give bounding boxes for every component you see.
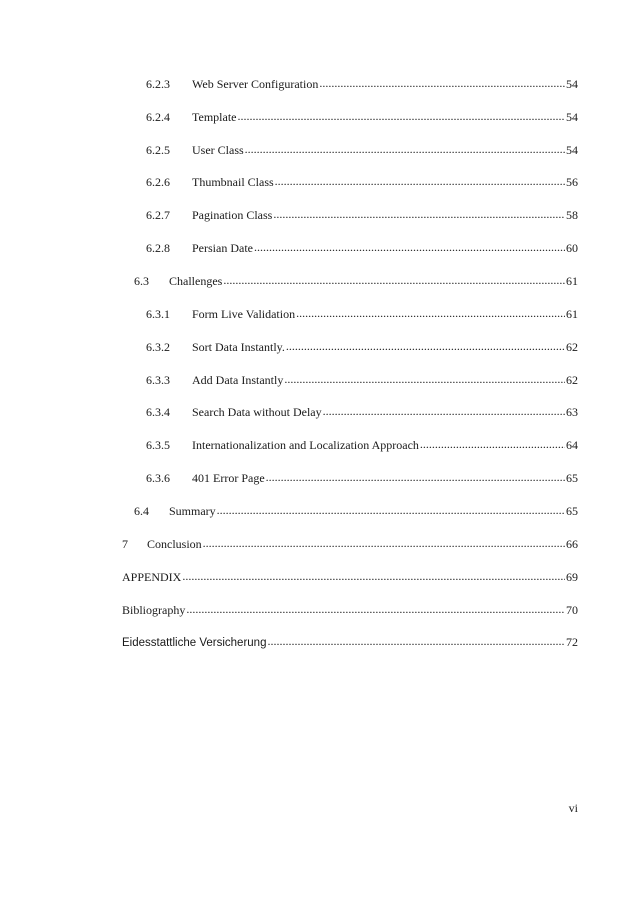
toc-entry-page: 58 xyxy=(566,208,578,222)
toc-entry-page: 69 xyxy=(566,570,578,584)
toc-dot-leader xyxy=(254,239,565,255)
toc-dot-leader xyxy=(420,436,565,452)
toc-entry[interactable] xyxy=(122,536,578,552)
toc-entry-title: Thumbnail Class xyxy=(192,175,274,189)
toc-entry-title: Search Data without Delay xyxy=(192,405,322,419)
toc-entry-number: 6.3.3 xyxy=(146,373,170,387)
toc-entry-title: Challenges xyxy=(169,274,223,288)
toc-entry-number: 6.2.5 xyxy=(146,143,170,157)
toc-entry-title: APPENDIX xyxy=(122,570,182,584)
toc-dot-leader xyxy=(319,75,565,91)
toc-entry-page: 66 xyxy=(566,537,578,551)
toc-dot-leader xyxy=(273,206,565,222)
toc-entry-page: 65 xyxy=(566,471,578,485)
toc-entry-title: Form Live Validation xyxy=(192,307,296,321)
toc-entry[interactable] xyxy=(146,404,578,420)
toc-entry[interactable] xyxy=(146,142,578,158)
toc-dot-leader xyxy=(203,535,565,551)
toc-entry-title: 401 Error Page xyxy=(192,471,265,485)
toc-entry-title: Bibliography xyxy=(122,603,186,617)
toc-entry[interactable] xyxy=(146,306,578,322)
toc-entry-page: 54 xyxy=(566,77,578,91)
toc-entry-number: 6.3.2 xyxy=(146,340,170,354)
toc-dot-leader xyxy=(323,403,565,419)
toc-entry-title: Internationalization and Localization Approach xyxy=(192,438,419,452)
page-number: vi xyxy=(568,801,578,815)
toc-entry[interactable] xyxy=(146,437,578,453)
toc-entry-title: Web Server Configuration xyxy=(192,77,319,91)
toc-entry-page: 62 xyxy=(566,373,578,387)
toc-entry[interactable] xyxy=(122,602,578,618)
toc-dot-leader xyxy=(182,568,565,584)
toc-dot-leader xyxy=(223,272,565,288)
toc-entry-title: Summary xyxy=(169,504,216,518)
toc-dot-leader xyxy=(237,108,565,124)
toc-entry[interactable] xyxy=(146,372,578,388)
toc-entry-number: 6.2.6 xyxy=(146,175,170,189)
toc-entry-title: Template xyxy=(192,110,237,124)
toc-entry-page: 63 xyxy=(566,405,578,419)
toc-entry[interactable] xyxy=(146,76,578,92)
toc-entry-page: 61 xyxy=(566,307,578,321)
toc-dot-leader xyxy=(217,502,565,518)
toc-entry[interactable] xyxy=(146,470,578,486)
toc-entry-page: 54 xyxy=(566,143,578,157)
toc-dot-leader xyxy=(266,469,565,485)
toc-entry-number: 6.3.6 xyxy=(146,471,170,485)
toc-entry-number: 7 xyxy=(122,537,128,551)
toc-entry-number: 6.4 xyxy=(134,504,149,518)
toc-entry-number: 6.2.8 xyxy=(146,241,170,255)
toc-entry-number: 6.3.4 xyxy=(146,405,170,419)
toc-entry-page: 72 xyxy=(566,635,578,649)
toc-entry[interactable] xyxy=(146,339,578,355)
toc-dot-leader xyxy=(284,371,565,387)
toc-dot-leader xyxy=(186,601,565,617)
toc-entry-number: 6.3.5 xyxy=(146,438,170,452)
toc-entry[interactable] xyxy=(146,240,578,256)
toc-dot-leader xyxy=(296,305,565,321)
toc-entry[interactable] xyxy=(146,174,578,190)
toc-entry-title: Conclusion xyxy=(147,537,202,551)
toc-entry-number: 6.2.3 xyxy=(146,77,170,91)
toc-entry-page: 54 xyxy=(566,110,578,124)
toc-entry-title: User Class xyxy=(192,143,244,157)
toc-entry-page: 56 xyxy=(566,175,578,189)
toc-entry[interactable] xyxy=(134,503,578,519)
toc-entry[interactable] xyxy=(122,569,578,585)
toc-entry[interactable] xyxy=(122,634,578,650)
toc-entry[interactable] xyxy=(146,207,578,223)
toc-entry-number: 6.2.4 xyxy=(146,110,170,124)
toc-entry-title: Sort Data Instantly. xyxy=(192,340,285,354)
toc-dot-leader xyxy=(286,338,565,354)
toc-entry-title: Pagination Class xyxy=(192,208,273,222)
toc-entry-page: 62 xyxy=(566,340,578,354)
toc-entry-title: Eidesstattliche Versicherung xyxy=(122,637,267,649)
toc-entry[interactable] xyxy=(134,273,578,289)
toc-entry-page: 70 xyxy=(566,603,578,617)
toc-entry[interactable] xyxy=(146,109,578,125)
toc-entry-page: 61 xyxy=(566,274,578,288)
toc-dot-leader xyxy=(245,141,565,157)
toc-entry-number: 6.2.7 xyxy=(146,208,170,222)
toc-entry-number: 6.3 xyxy=(134,274,149,288)
toc-entry-page: 65 xyxy=(566,504,578,518)
toc-entry-page: 64 xyxy=(566,438,578,452)
toc-dot-leader xyxy=(267,633,565,649)
toc-dot-leader xyxy=(275,173,565,189)
toc-entry-number: 6.3.1 xyxy=(146,307,170,321)
toc-entry-title: Persian Date xyxy=(192,241,253,255)
toc-entry-page: 60 xyxy=(566,241,578,255)
toc-entry-title: Add Data Instantly xyxy=(192,373,284,387)
